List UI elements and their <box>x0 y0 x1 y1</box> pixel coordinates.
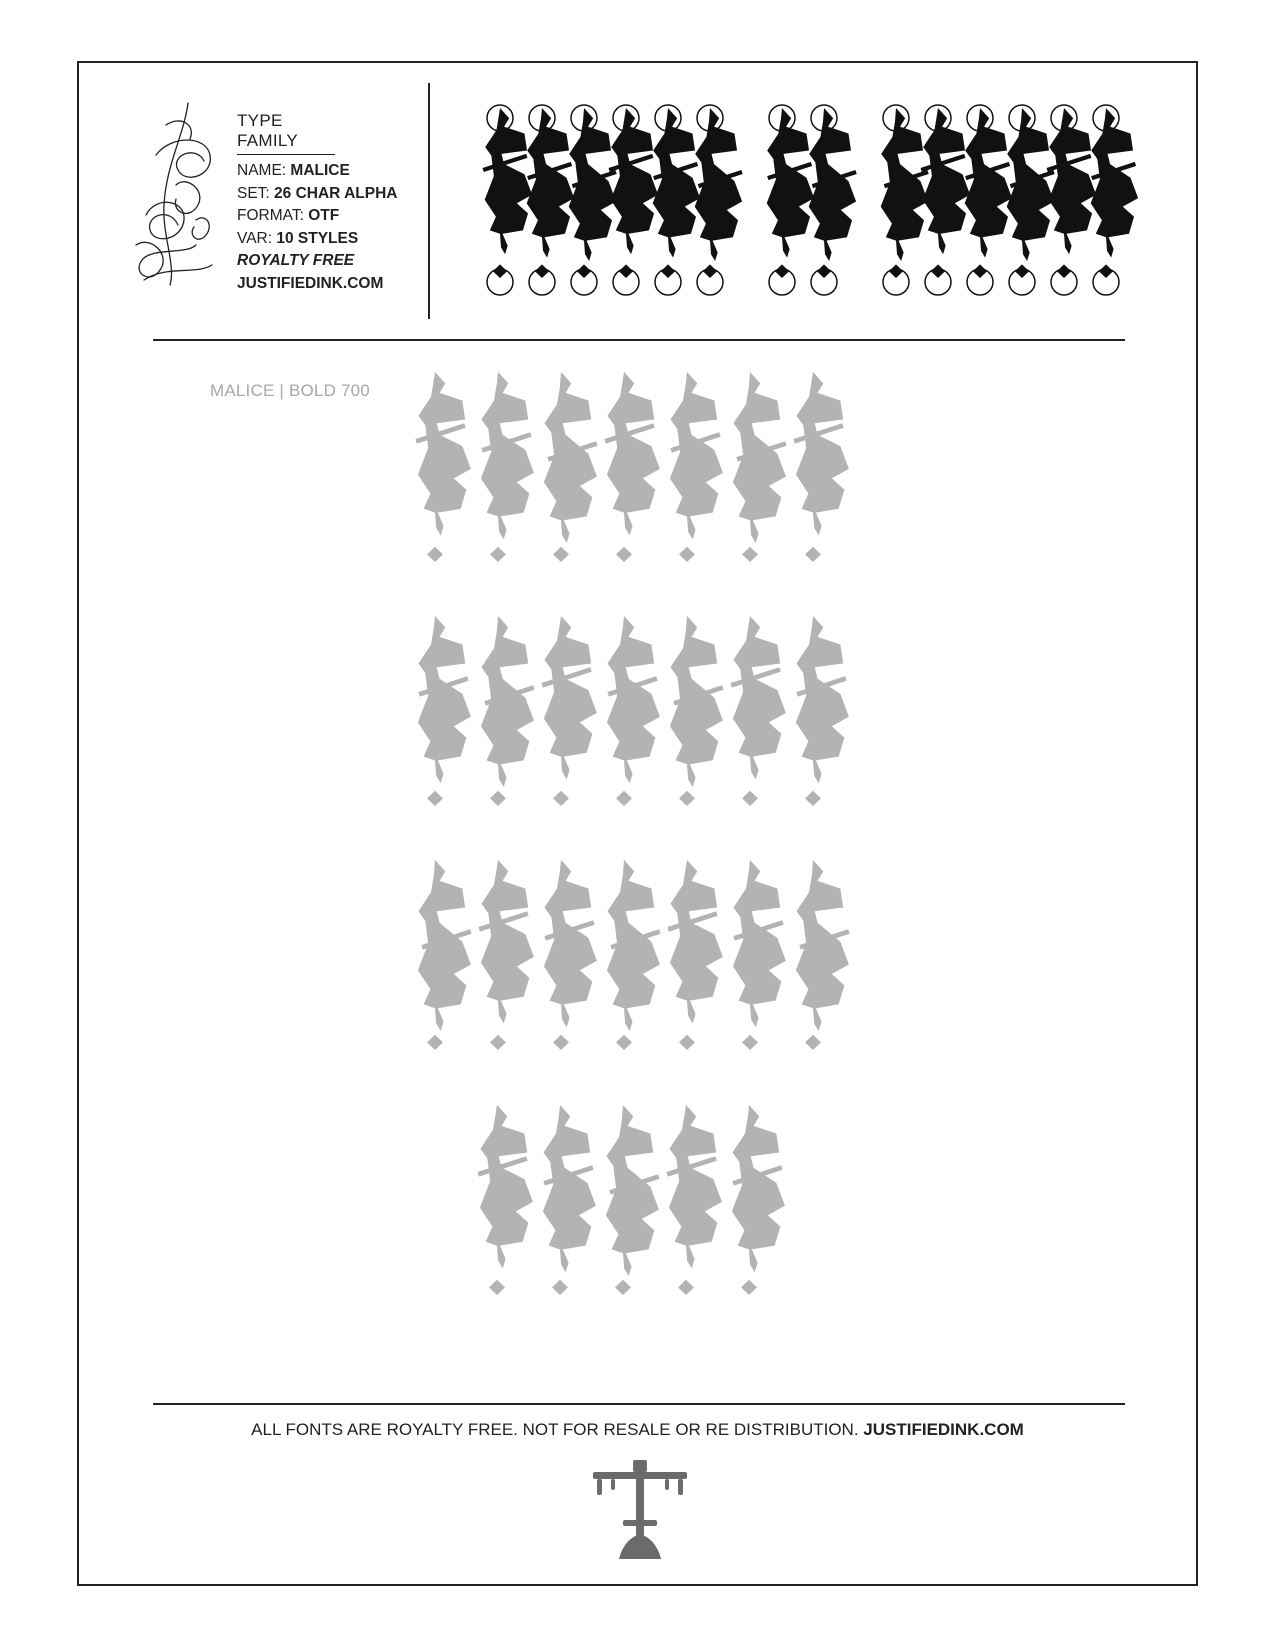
info-format-value: OTF <box>308 207 340 224</box>
glyph <box>695 108 743 278</box>
glyph <box>1046 108 1096 278</box>
glyph <box>653 108 700 278</box>
info-name-label: NAME: <box>237 162 291 179</box>
website-link[interactable]: JUSTIFIEDINK.COM <box>237 274 384 292</box>
info-name-value: MALICE <box>290 162 350 179</box>
royalty-free-note: ROYALTY FREE <box>237 252 355 269</box>
info-set-row <box>237 183 398 206</box>
header-divider <box>428 83 430 319</box>
glyph <box>527 108 574 278</box>
type-family-info <box>237 111 398 295</box>
info-var-value: 10 STYLES <box>276 229 359 247</box>
info-var-label: VAR: <box>237 229 277 247</box>
glyph <box>1091 108 1138 278</box>
glyph <box>965 108 1012 278</box>
footer-rule <box>153 1403 1125 1405</box>
footer-website-link[interactable]: JUSTIFIEDINK.COM <box>863 1420 1024 1439</box>
glyph <box>1007 108 1055 278</box>
info-title: TYPE FAMILY <box>237 111 335 155</box>
info-format-label: FORMAT: <box>237 207 309 224</box>
glyph <box>767 108 814 278</box>
signature-mark <box>126 95 218 290</box>
info-name-row <box>237 160 398 183</box>
glyph <box>920 108 970 278</box>
info-var-row <box>237 228 398 251</box>
glyph <box>881 108 929 278</box>
info-format-row <box>237 205 398 228</box>
footer-notice <box>0 1420 1275 1440</box>
style-label: MALICE | BOLD 700 <box>210 381 370 400</box>
glyph <box>809 108 857 278</box>
header-rule <box>153 339 1125 341</box>
glyph <box>482 108 532 278</box>
footer-notice-text: ALL FONTS ARE ROYALTY FREE. NOT FOR RESALE OR RE DISTRIBUTION. <box>251 1420 864 1439</box>
glyph <box>608 108 658 278</box>
info-set-label: SET: <box>237 184 275 202</box>
info-set-value: 26 CHAR ALPHA <box>274 184 398 202</box>
glyph <box>569 108 617 278</box>
font-sample-banner <box>470 98 1140 298</box>
justified-ink-logo <box>585 1458 695 1563</box>
